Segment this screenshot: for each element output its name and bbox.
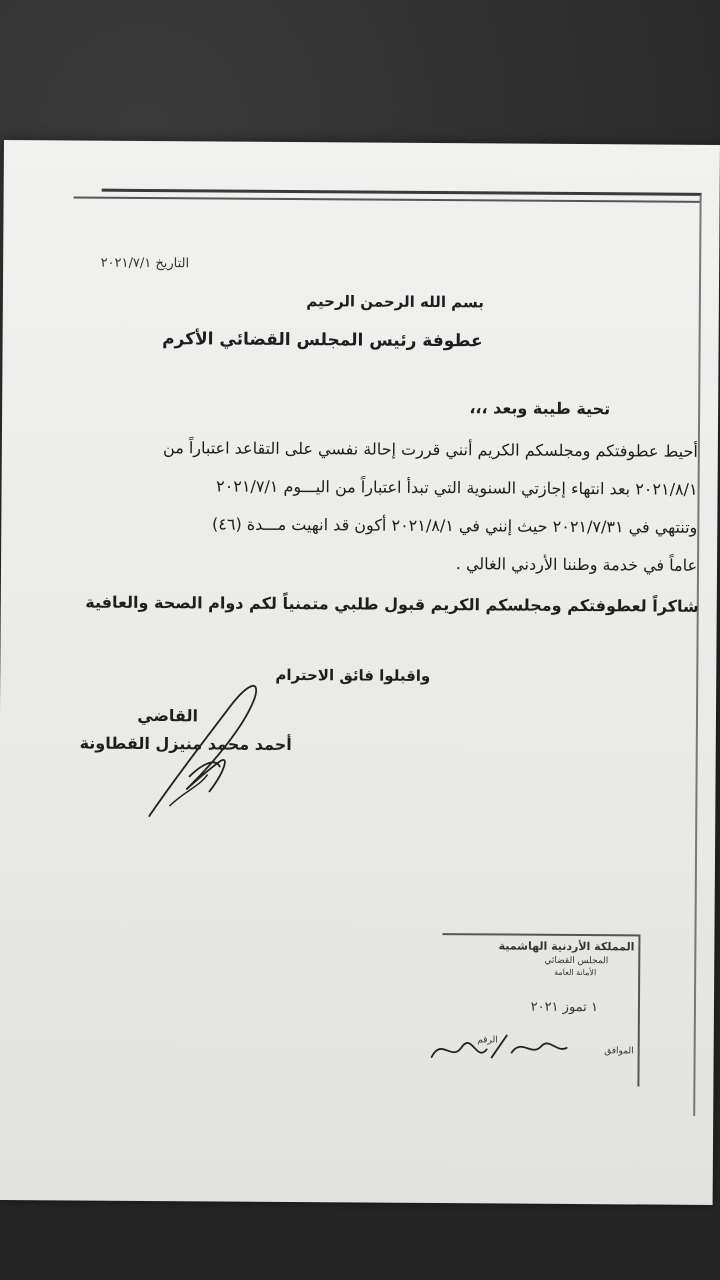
basmala: بسم الله الرحمن الرحيم: [306, 292, 484, 312]
stamp-council: المجلس القضائي: [544, 955, 609, 967]
addressee: عطوفة رئيس المجلس القضائي الأكرم: [162, 329, 483, 352]
handwritten-signature: [129, 666, 290, 827]
body-line: أحيط عطوفتكم ومجلسكم الكريم أنني قررت إحالة نفسي على التقاعد اعتباراً من: [162, 438, 698, 461]
thanks-line: شاكراً لعطوفتكم ومجلسكم الكريم قبول طلبي متمنياً لكم دوام الصحة والعافية: [85, 592, 699, 616]
stamp-reference-label: الموافق: [604, 1046, 634, 1057]
body-line: عاماً في خدمة وطننا الأردني الغالي .: [455, 554, 698, 575]
letter-paper: [0, 140, 720, 1205]
greeting: تحية طيبة وبعد ،،،: [469, 398, 611, 419]
letter-date: التاريخ ٢٠٢١/٧/١: [100, 255, 190, 272]
stamp-country: المملكة الأردنية الهاشمية: [498, 939, 635, 954]
stamp-date: ١ تموز ٢٠٢١: [530, 999, 599, 1016]
signatory-name: أحمد محمد منيزل القطاونة: [79, 733, 292, 755]
body-line: وتنتهي في ٢٠٢١/٧/٣١ حيث إنني في ٢٠٢١/٨/١ أكون قد انهيت مـــدة (٤٦): [211, 514, 698, 537]
signatory-title: القاضي: [137, 705, 199, 726]
stamp-handwritten-number: [422, 1027, 572, 1068]
letter-body: [87, 429, 698, 585]
closing-regards: واقبلوا فائق الاحترام: [275, 665, 431, 685]
stamp-secretariat: الأمانة العامة: [554, 967, 597, 978]
received-stamp: [441, 933, 640, 1086]
stamp-number-label: الرقم: [477, 1035, 498, 1046]
body-line: ٢٠٢١/٨/١ بعد انتهاء إجازتي السنوية التي تبدأ اعتباراً من اليـــوم ٢٠٢١/٧/١: [216, 476, 698, 499]
